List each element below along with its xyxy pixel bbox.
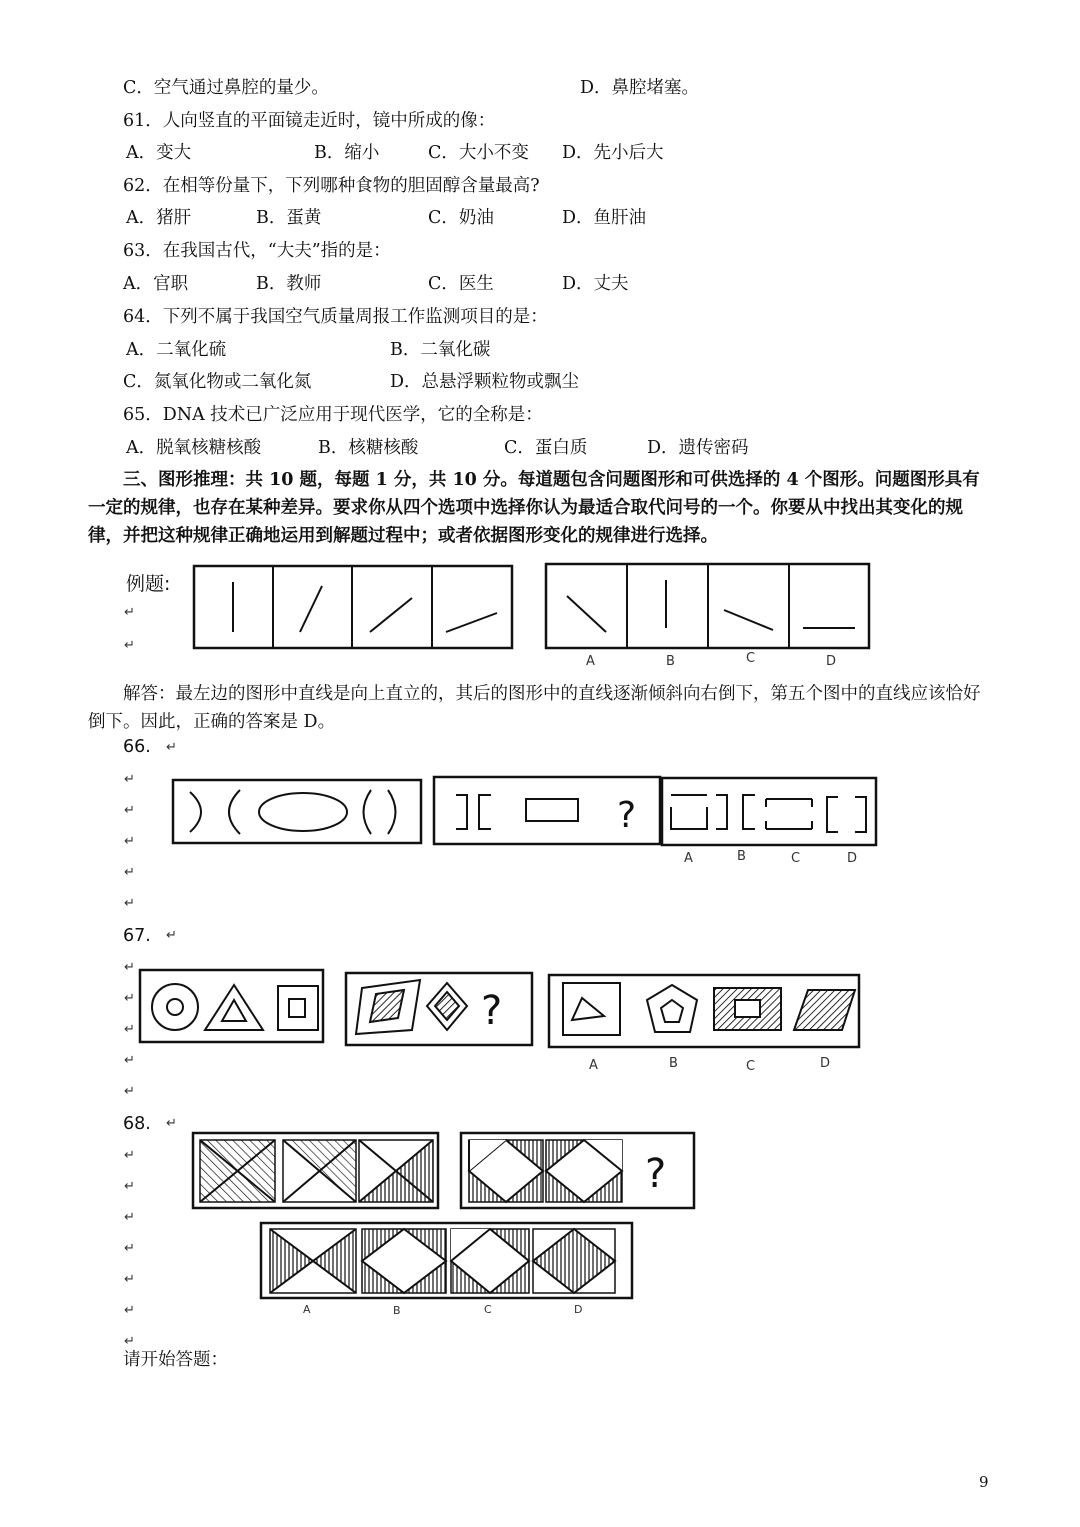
q63-stem: 63．在我国古代，“大夫”指的是： bbox=[123, 241, 391, 261]
q68-label-a: A bbox=[303, 1303, 311, 1316]
q66-label-b: B bbox=[737, 849, 746, 864]
q65-option-b: B．核糖核酸 bbox=[318, 438, 419, 458]
q61-option-c: C．大小不变 bbox=[428, 143, 529, 163]
q68-label-b: B bbox=[393, 1304, 401, 1317]
para-mark: ↵ bbox=[124, 896, 135, 911]
para-mark: ↵ bbox=[166, 928, 177, 943]
page-number: 9 bbox=[979, 1473, 989, 1491]
q63-option-a: A．官职 bbox=[123, 274, 189, 294]
para-mark: ↵ bbox=[124, 865, 135, 880]
q62-option-d: D．鱼肝油 bbox=[562, 208, 647, 228]
para-mark: ↵ bbox=[124, 605, 135, 620]
para-mark: ↵ bbox=[124, 1148, 135, 1163]
q68-label-c: C bbox=[484, 1303, 492, 1316]
q64-option-b: B．二氧化碳 bbox=[390, 340, 491, 360]
q67-label-d: D bbox=[820, 1056, 831, 1071]
para-mark: ↵ bbox=[166, 740, 177, 755]
para-mark: ↵ bbox=[124, 803, 135, 818]
example-answer: 解答：最左边的图形中直线是向上直立的，其后的图形中的直线逐渐倾斜向右倒下，第五个图中的直线应该恰好倒下。因此，正确的答案是 D。 bbox=[88, 684, 981, 732]
para-mark: ↵ bbox=[166, 1116, 177, 1131]
para-mark: ↵ bbox=[124, 1334, 135, 1349]
q62-stem: 62．在相等份量下，下列哪种食物的胆固醇含量最高? bbox=[123, 176, 540, 196]
para-mark: ↵ bbox=[124, 1022, 135, 1037]
para-mark: ↵ bbox=[124, 1241, 135, 1256]
q67-label-c: C bbox=[746, 1059, 756, 1074]
start-prompt: 请开始答题： bbox=[123, 1350, 228, 1370]
q64-option-d: D．总悬浮颗粒物或飘尘 bbox=[390, 372, 580, 392]
q64-option-a: A．二氧化硫 bbox=[126, 340, 227, 360]
para-mark: ↵ bbox=[124, 960, 135, 975]
q67-label-b: B bbox=[669, 1056, 678, 1071]
q64-stem: 64．下列不属于我国空气质量周报工作监测项目的是： bbox=[123, 307, 548, 327]
q68-question-mark: ? bbox=[645, 1151, 667, 1197]
para-mark: ↵ bbox=[124, 1084, 135, 1099]
q66-question-mark: ? bbox=[617, 795, 637, 836]
q61-option-a: A．变大 bbox=[126, 143, 192, 163]
q67-label-a: A bbox=[589, 1058, 598, 1073]
q68-label-d: D bbox=[574, 1303, 583, 1316]
example-label-b: B bbox=[666, 654, 675, 669]
section-intro: 三、图形推理：共 10 题，每题 1 分，共 10 分。每道题包含问题图形和可供选择的 4 个图形。问题图形具有一定的规律，也存在某种差异。要求你从四个选项中选择你认为最适合取代问号的一个。你要从中找出其变化的规律，并把这种规律正确地运用到解题过程中；或者依据图形变化的规律进行选择。 bbox=[88, 470, 980, 546]
q67-number: 67. bbox=[123, 926, 151, 946]
q65-option-d: D．遗传密码 bbox=[647, 438, 749, 458]
para-mark: ↵ bbox=[124, 772, 135, 787]
q63-option-b: B．教师 bbox=[256, 274, 322, 294]
q66-label-d: D bbox=[847, 851, 858, 866]
q61-stem: 61．人向竖直的平面镜走近时，镜中所成的像： bbox=[123, 111, 496, 131]
para-mark: ↵ bbox=[124, 1272, 135, 1287]
q66-number: 66. bbox=[123, 737, 151, 757]
q68-number: 68. bbox=[123, 1114, 151, 1134]
q65-stem: 65．DNA 技术已广泛应用于现代医学，它的全称是： bbox=[123, 405, 543, 425]
q63-option-c: C．医生 bbox=[428, 274, 494, 294]
q62-option-c: C．奶油 bbox=[428, 208, 494, 228]
q62-option-b: B．蛋黄 bbox=[256, 208, 322, 228]
para-mark: ↵ bbox=[124, 991, 135, 1006]
example-label-a: A bbox=[586, 654, 595, 669]
example-label-c: C bbox=[746, 651, 756, 666]
q65-option-a: A．脱氧核糖核酸 bbox=[126, 438, 262, 458]
example-label: 例题: bbox=[126, 573, 171, 595]
q63-option-d: D．丈夫 bbox=[562, 274, 629, 294]
para-mark: ↵ bbox=[124, 834, 135, 849]
q61-option-b: B．缩小 bbox=[314, 143, 380, 163]
q66-label-c: C bbox=[791, 851, 801, 866]
para-mark: ↵ bbox=[124, 638, 135, 653]
example-label-d: D bbox=[826, 654, 837, 669]
q64-option-c: C．氮氧化物或二氧化氮 bbox=[123, 372, 312, 392]
q60-option-c: C．空气通过鼻腔的量少。 bbox=[123, 78, 329, 98]
q67-question-mark: ? bbox=[481, 988, 503, 1034]
q66-label-a: A bbox=[684, 851, 693, 866]
para-mark: ↵ bbox=[124, 1303, 135, 1318]
q60-option-d: D．鼻腔堵塞。 bbox=[580, 78, 700, 98]
para-mark: ↵ bbox=[124, 1179, 135, 1194]
q62-option-a: A．猪肝 bbox=[126, 208, 192, 228]
q65-option-c: C．蛋白质 bbox=[504, 438, 588, 458]
para-mark: ↵ bbox=[124, 1210, 135, 1225]
q61-option-d: D．先小后大 bbox=[562, 143, 664, 163]
para-mark: ↵ bbox=[124, 1053, 135, 1068]
